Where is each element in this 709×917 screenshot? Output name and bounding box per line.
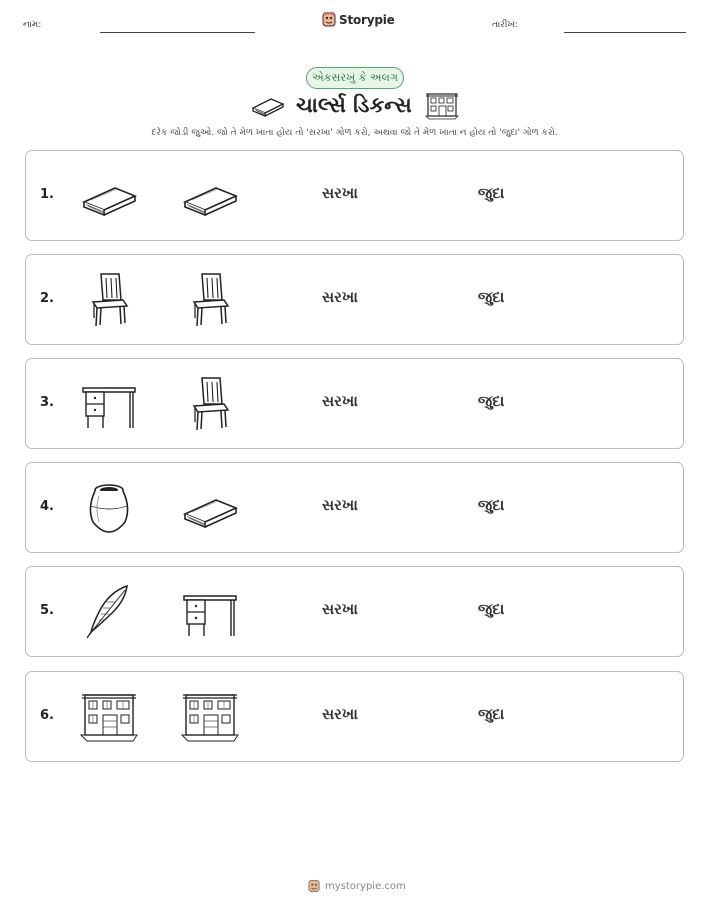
different-option[interactable]: જુદા (478, 705, 505, 723)
date-label: તારીખ: (492, 20, 518, 30)
book-icon (251, 95, 285, 117)
storypie-logo (322, 12, 395, 27)
question-row (25, 671, 684, 762)
book-icon (180, 166, 240, 226)
footer-url: mystorypie.com (325, 880, 406, 892)
building-icon (425, 90, 459, 120)
desk-icon (180, 582, 240, 642)
same-option[interactable]: સરખા (322, 392, 358, 410)
same-option[interactable]: સરખા (322, 496, 358, 514)
question-row (25, 150, 684, 241)
storypie-mascot-icon (322, 12, 336, 27)
row-number: 6. (40, 708, 54, 723)
name-label: નામ: (23, 20, 42, 30)
question-row (25, 566, 684, 657)
name-line[interactable] (100, 32, 255, 33)
building-icon (79, 687, 139, 747)
inkpot-icon (79, 478, 139, 538)
book-icon (79, 166, 139, 226)
different-option[interactable]: જુદા (478, 288, 505, 306)
different-option[interactable]: જુદા (478, 184, 505, 202)
question-row (25, 358, 684, 449)
row-number: 2. (40, 291, 54, 306)
date-line[interactable] (564, 32, 686, 33)
building-icon (180, 687, 240, 747)
title-row (0, 89, 709, 123)
same-option[interactable]: સરખા (322, 600, 358, 618)
chair-icon (180, 374, 240, 434)
book-icon (180, 478, 240, 538)
question-row (25, 254, 684, 345)
storypie-mascot-icon (308, 879, 320, 893)
instructions-text: દરેક જોડી જુઓ. જો તે મેળ ખાતા હોય તો 'સરખા' ગોળ કરો, અથવા જો તે મેળ ખાતા ન હોય તો 'જુદા' ગોળ કરો. (151, 128, 558, 138)
worksheet-header (0, 0, 709, 50)
logo-text: Storypie (339, 12, 395, 27)
quill-icon (79, 582, 139, 642)
row-number: 1. (40, 187, 54, 202)
question-row (25, 462, 684, 553)
footer (308, 879, 406, 893)
row-number: 4. (40, 499, 54, 514)
different-option[interactable]: જુદા (478, 496, 505, 514)
row-number: 5. (40, 603, 54, 618)
different-option[interactable]: જુદા (478, 600, 505, 618)
same-option[interactable]: સરખા (322, 705, 358, 723)
different-option[interactable]: જુદા (478, 392, 505, 410)
chair-icon (180, 270, 240, 330)
row-number: 3. (40, 395, 54, 410)
page-title: ચાર્લ્સ ડિકન્સ (296, 93, 412, 117)
desk-icon (79, 374, 139, 434)
same-option[interactable]: સરખા (322, 184, 358, 202)
chair-icon (79, 270, 139, 330)
topic-pill: એકસરખું કે અલગ (306, 67, 404, 89)
same-option[interactable]: સરખા (322, 288, 358, 306)
